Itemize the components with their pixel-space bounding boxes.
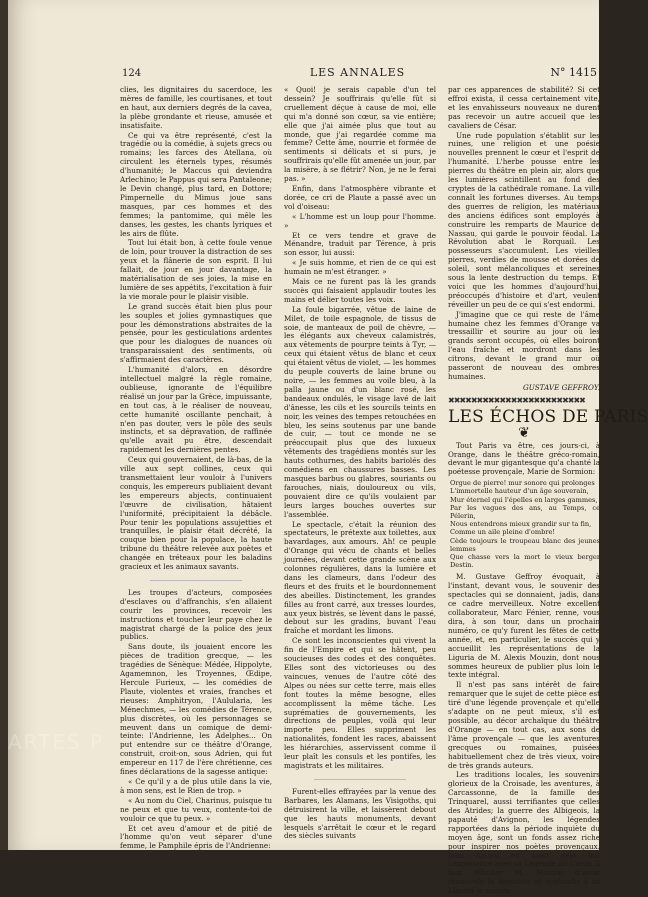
poem-line: Orgue de pierre! mur sonore qui prolonges	[450, 479, 595, 488]
poem-excerpt	[450, 479, 600, 569]
magazine-page	[8, 0, 648, 896]
paragraph: Sans doute, ils jouaient encore les pièces de tradition grecque, — les tragédies de Sénèque: Médée, Hippolyte, Agamemnon, les Troyennes, Œdipe, Hercule Furieux, — les comédies de Plaute, violentes et vraies, franches et rieuses: Amphitryon, l'Aulularia, les Ménechmes, — les comédies de Térence, plus discrètes, où les personnages se meuvent dans un comique de demi-teinte: l'Andrienne, les Adelphes... On put entendre sur ce théâtre d'Orange, construit, croit-on, sous Adrien, qui fut empereur en 117 de l'ère chrétienne, ces fines déclarations de la sagesse antique:	[120, 642, 272, 777]
poem-line: Comme un aile pleine d'ombre!	[450, 528, 556, 537]
magazine-title: LES ANNALES	[309, 66, 406, 79]
section-divider	[150, 580, 242, 581]
paragraph: Et ce vers tendre et grave de Ménandre, traduit par Térence, à pris son essor, lui aussi:	[284, 230, 436, 258]
paragraph: Une rude population s'établit sur les ruines, une religion et une poésie nouvelles prennent le cœur et l'esprit de l'humanité. L'herbe pousse entre les pierres du théâtre en plein air, alors que les lumières scintillent au fond des cryptes de la cathédrale romane. La ville connaît les fortunes diverses. Au temps des guerres de religion, les matériaux des anciens édifices sont employés à construire les remparts de Maurice de Nassau, qui garde le pouvoir féodal. La Révolution abat le Rorquail. Les possesseurs s'accumulent. Les vieilles pierres, verdies de mousse et dorées de soleil, sont mélancoliques et sereines sous la lente destruction du temps. Et voici que les hommes d'aujourd'hui, préoccupés d'histoire et d'art, veulent réveiller un peu de ce qui s'est endormi.	[448, 130, 600, 309]
poem-line: Mur éternel qui l'épelles en larges gammes,	[450, 495, 598, 504]
section-title-echos: LES ÉCHOS DE PARIS	[448, 406, 648, 427]
paragraph: clies, les dignitaires du sacerdoce, les mères de famille, les courtisanes, et tout en haut, aux derniers degrés de la cavea, la plèbe grondante et rieuse, amusée et insatisfaite.	[120, 85, 272, 130]
paragraph: Ce qui va être représenté, c'est la tragédie ou la comédie, à sujets grecs ou romains; les farces des Atellana, où circulent les éternels types, résumés d'humanité; le Maccus qui deviendra Arlechino; le Pappus qui sera Pantaleone; le Devin changé, plus tard, en Dottore; Pimpernelle du Mimus joue sans masques, par ces hommes et des femmes; la pantomime, qui mêle les danses, les gestes, les chants lyriques et les airs de flûte.	[120, 130, 272, 238]
paragraph: L'humanité d'alors, en désordre intellectuel malgré la règle romaine, oublieuse, ignorante de l'équilibre réalisé un jour par la Grèce, impuissante, en tout cas, à le réaliser de nouveau, cette humanité oscillante penchait, à n'en pas douter, vers le pôle des seuls instincts, et sa dépravation, de raffinée qu'elle avait pu être, descendait rapidement les dernières pentes.	[120, 365, 272, 455]
poem-line: L'immortelle hauteur d'un âge souverain,	[450, 487, 589, 496]
poem-line: Nous entendrons mieux grandir sur ta fin,	[450, 520, 592, 529]
issue-number: N° 1415	[550, 66, 597, 79]
paragraph: Les traditions locales, les souvenirs glorieux de la Croisade, les aventures, à Carcassonne, de la famille des Trinquarel, aussi terrifiantes que celles des Atrides; la guerre des Albigeois, la papauté d'Avignon, les légendes rapportées dans la période inquiète du moyen âge, sont un fonds assez riche pour inspirer nos poètes provençaux. Jean Aicard en avait déjà fait l'expérience avec sa Légende du Cœur. Il faut féliciter M. Mouzin d'avoir renouvelé la tentative et applaudir à sa Liguria le succès	[448, 770, 600, 896]
poem-line: Par les vagues des ans, au Temps, ce Pélerin,	[450, 503, 600, 521]
paragraph: Ce sont les inconscientes qui vivent la fin de l'Empire et qui se hâtent, peu soucieuses des codes et des conquêtes. Elles sont des victorieuses ou des vaincues, venues de l'autre côté des Alpes ou nées sur cette terre, mais elles font toutes la même besogne, elles accomplissent la même tâche. Les suprématies de gouvernements, les directions de peuples, voilà qui leur importe peu. Elles suppriment les nationalités, fondent les races, abaissent les hiérarchies, asservissent comme il leur plaît les consuls et les pontifes, les magistrats et les militaires.	[284, 636, 436, 770]
column-1	[120, 86, 272, 852]
paragraph: Furent-elles effrayées par la venue des Barbares, les Alamans, les Visigoths, qui détruisirent la ville, et laissèrent debout que les hauts monuments, devant lesquels s'arrêtait le cœur et le regard des siècles suivants	[284, 786, 436, 841]
quotation: « Au nom du Ciel, Charinus, puisque tu ne peux et que tu veux, contente-toi de vouloir ce que tu peux. »	[120, 795, 272, 823]
paragraph: Tout Paris va être, ces jours-ci, à Orange, dans le théâtre gréco-romain, devant le mur gigantesque qu'a chanté la poétesse provençale, Marie de Sormion:	[448, 440, 600, 477]
paragraph: La foule bigarrée, vêtue de laine de Milet, de toile espagnole, de tissus de soie, de manteaux de poil de chèvre, — les élégants aux cheveux calamistrés, aux vêtements de pourpre teints à Tyr, — ceux qui étaient vêtus de blanc et ceux qui étaient vêtus de violet, — les hommes du peuple couverts de laine brune ou noire, — les femmes au voile bleu, à la palla jaune ou d'un blanc rosé, les bandeaux ondulés, le visage lavé de lait d'ânesse, les cils et les sourcils teints en noir, les veines des tempes retouchées en bleu, les seins soutenus par une bande de cuir, — tout ce monde ne se préoccupait plus que des luxueux vêtements des tragédiens montés sur les hauts cothurnes, des habits bariolés des comédiens en chaussures basses. Les masques barbus ou glabres, souriants ou farouches, niais, douloureux ou vils, pouvaient dire ce qu'ils voulaient par leurs larges bouches ouvertes sur l'assemblée.	[284, 304, 436, 519]
poem-line: Cède toujours le troupeau blanc des jeunes lemmes	[450, 536, 600, 553]
paragraph: Et cet aveu d'amour et de pitié de l'homme qu'on veut séparer d'une femme, le Pamphile épris de l'Andrienne:	[120, 823, 272, 851]
page-header	[116, 64, 599, 84]
column-2	[284, 86, 436, 842]
page-number: 124	[122, 68, 142, 79]
section-divider	[314, 779, 406, 780]
paragraph: Les troupes d'acteurs, composées d'esclaves ou d'affranchis, s'en allaient courir les provinces, recevoir les instructions et toucher leur paye chez le magistrat chargé de la police des jeux publics.	[120, 587, 272, 642]
fleuron-ornament: ❦	[518, 424, 530, 441]
left-margin-binding	[0, 0, 8, 850]
ornamental-rule: ✖✖✖✖✖✖✖✖✖✖✖✖✖✖✖✖✖✖✖✖✖✖✖✖	[448, 395, 585, 405]
quotation: « Je suis homme, et rien de ce qui est humain ne m'est étranger. »	[284, 258, 436, 277]
quotation: « L'homme est un loup pour l'homme. »	[284, 211, 436, 230]
author-signature: GUSTAVE GEFFROY.	[522, 382, 600, 392]
paragraph: M. Gustave Geffroy évoquait, à l'instant, devant vous, le souvenir des spectacles qui se donnaient, jadis, dans ce cadre merveilleux. Notre excellent collaborateur, Marc Fénier, renne, vous dira, à son tour, dans un prochain numéro, ce qu'y furent les fêtes de cette année, et, en particulier, le succès qui y accueillit les représentations de la Liguria de M. Alexis Mouzin, dont nous sommes heureux de publier plus loin le texte intégral.	[448, 572, 600, 680]
paragraph: Le spectacle, c'était la réunion des spectateurs, le prétexte aux toilettes, aux bavardages, aux amours. Ah! ce peuple d'Orange qui vécu de chants et belles journées, devant cette grande scène aux colonnes régulières, dans la lumière et dans les clameurs, dans l'odeur des fleurs et des fruits et le bourdonnement des abeilles. Distinctement, les grandes filles au front carré, aux tresses lourdes, aux yeux bistrés, se lèvent dans le passé, debout sur les gradins, buvant l'eau fraîche et mordant les limons.	[284, 519, 436, 636]
paragraph: Enfin, dans l'atmosphère vibrante et dorée, ce cri de Plaute a passé avec un vol d'oiseau:	[284, 183, 436, 211]
quotation: « Ce qu'il y a de plus utile dans la vie, à mon sens, est le Rien de trop. »	[120, 776, 272, 795]
paragraph: J'imagine que ce qui reste de l'âme humaine chez les femmes d'Orange va tressaillir et sourire au jour où les grands seront occupés, où elles boiront l'eau fraîche et mordront dans les citrons, devant le grand mur où passeront de nouveau des ombres humaines.	[448, 309, 600, 381]
paragraph: Le grand succès était bien plus pour les souples et jolies gymnastiques que pour les démonstrations abstraites de la pensée, pour les gesticulations ardentes que pour les dialogues de nuances où transparaissaient des sentiments, où s'affirmaient des caractères.	[120, 301, 272, 365]
paragraph: Ceux qui gouvernaient, de là-bas, de la ville aux sept collines, ceux qui transmettaient leur vouloir à l'univers conquis, les empereurs publiaient devant les empereurs abjects, continuaient l'œuvre de civilisation, hâtaient l'uniformité, précipitaient la débâcle. Pour tenir les populations assujetties et tranquilles, le plaisir était décrété, la couque bien pour la populace, la haute tribune du théâtre relevée aux poètes et changée en tréteaux pour les baladins gracieux et les animaux savants.	[120, 455, 272, 572]
paragraph: par ces apparences de stabilité? Si cet effroi exista, il cessa certainement vite, et les envahisseurs nouveaux ne durent pas recevoir un autre accueil que les cavaliers de César.	[448, 85, 600, 130]
paragraph: Tout lui était bon, à cette foule venue de loin, pour trouver la distraction de ses yeux et la flânerie de son esprit. Il lui fallait, de jour en jour davantage, la matérialisation de ses joies, la mise en lumière de ses appétits, l'excitation à fuir la vie morale pour le plaisir visible.	[120, 238, 272, 301]
poem-line: Que chasse vers la mort le vieux berger Destin.	[450, 553, 600, 570]
paragraph: Il n'est pas sans intérêt de faire remarquer que le sujet de cette pièce est tiré d'une légende provençale et qu'elle s'adapte on ne peut mieux, s'il est possible, au décor archaïque du théâtre d'Orange — en tout cas, aux sons de l'âme provençale — que les aventures grecques ou romaines, puisées habituellement chez de très vieux, voire de très grands auteurs.	[448, 680, 600, 770]
paragraph: Mais ce ne furent pas là les grands succès qui faisaient applaudir toutes les mains et délier toutes les voix.	[284, 277, 436, 304]
column-3	[448, 85, 648, 897]
quotation: « Quoi! je serais capable d'un tel dessein? Je souffrirais qu'elle fût si cruellement déçue à cause de moi, elle qui m'a donné son cœur, sa vie entière; elle que j'ai aimée plus que tout au monde, que j'ai regardée comme ma femme? Cette âme, nourrie et formée de sentiments si délicats et si purs, je souffrirais qu'elle fût amenée un jour, par la misère, à se flétrir? Non, je ne le ferai pas. »	[284, 85, 436, 184]
watermark-text: ARTES P	[8, 730, 105, 754]
